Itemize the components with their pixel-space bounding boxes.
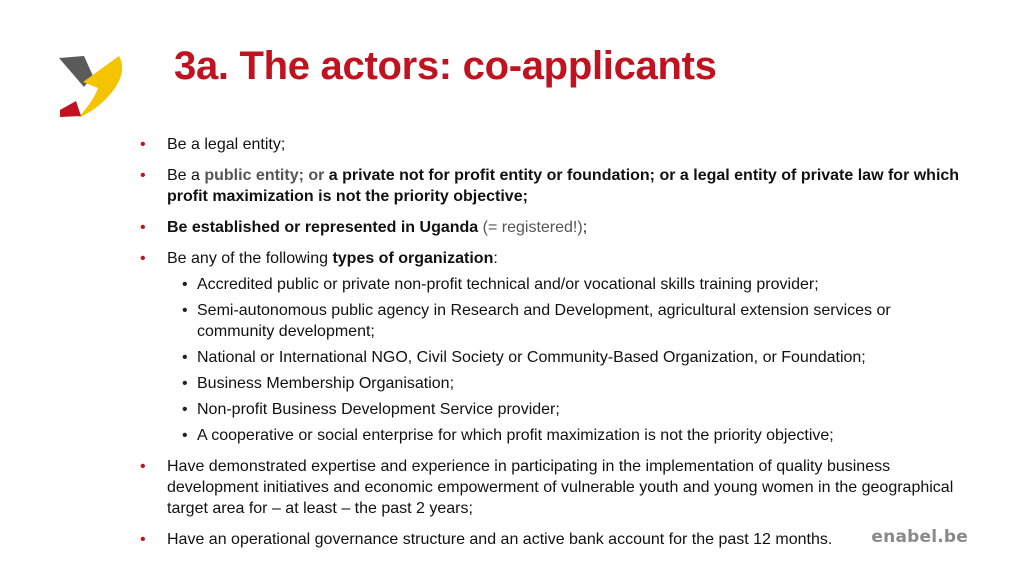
item-public-entity: public entity; or	[204, 167, 325, 184]
sub-item-text: Business Membership Organisation;	[197, 375, 455, 392]
sub-item-text: Accredited public or private non-profit technical and/or vocational skills training provider;	[197, 276, 819, 293]
item-bold-text: Be established or represented in Uganda	[167, 219, 479, 236]
item-note: (= registered!)	[478, 219, 583, 236]
sub-bullet-icon: •	[182, 302, 188, 319]
sub-item-text: Non-profit Business Development Service provider;	[197, 401, 560, 418]
item-bold-text: types of organization	[332, 250, 494, 267]
bullet-icon: •	[140, 219, 146, 236]
item-text: Have demonstrated expertise and experience in participating in the implementation of quality business development initiatives and economic empowerment of vulnerable youth and young women in the geographical target area for – at least – the past 2 years;	[167, 458, 954, 517]
bullet-list	[140, 134, 970, 560]
list-item	[140, 217, 970, 238]
sub-bullet-icon: •	[182, 427, 188, 444]
list-item	[140, 134, 970, 155]
sub-bullet-icon: •	[182, 401, 188, 418]
list-item	[140, 248, 970, 446]
list-item	[140, 165, 970, 207]
sub-item-text: Semi-autonomous public agency in Research and Development, agricultural extension services or community development;	[197, 302, 891, 340]
sub-bullet-icon: •	[182, 276, 188, 293]
sub-item-text: A cooperative or social enterprise for which profit maximization is not the priority objective;	[197, 427, 834, 444]
sub-bullet-icon: •	[182, 349, 188, 366]
item-text: Have an operational governance structure and an active bank account for the past 12 months.	[167, 531, 833, 548]
sub-list	[167, 274, 970, 446]
item-prefix: Be any of the following	[167, 250, 333, 267]
item-prefix: Be a	[167, 167, 205, 184]
sub-item-text: National or International NGO, Civil Society or Community-Based Organization, or Foundation;	[197, 349, 866, 366]
item-text: Be a legal entity;	[167, 136, 286, 153]
enabel-logo-icon	[56, 54, 128, 120]
sub-list-item	[167, 425, 970, 446]
brand-footer: enabel.be	[871, 527, 968, 547]
bullet-icon: •	[140, 458, 146, 475]
bullet-icon: •	[140, 136, 146, 153]
list-item	[140, 529, 970, 550]
page-title: 3a. The actors: co-applicants	[174, 44, 717, 88]
item-tail: ;	[582, 219, 588, 236]
sub-list-item	[167, 347, 970, 368]
sub-list-item	[167, 300, 970, 342]
bullet-icon: •	[140, 531, 146, 548]
sub-list-item	[167, 399, 970, 420]
bullet-icon: •	[140, 167, 146, 184]
sub-list-item	[167, 373, 970, 394]
sub-list-item	[167, 274, 970, 295]
item-bold-text: a private not for profit entity or foundation; or a legal entity of private law for which profit maximization is not the priority objective;	[167, 167, 960, 205]
bullet-icon: •	[140, 250, 146, 267]
item-tail: :	[493, 250, 498, 267]
sub-bullet-icon: •	[182, 375, 188, 392]
list-item	[140, 456, 970, 519]
